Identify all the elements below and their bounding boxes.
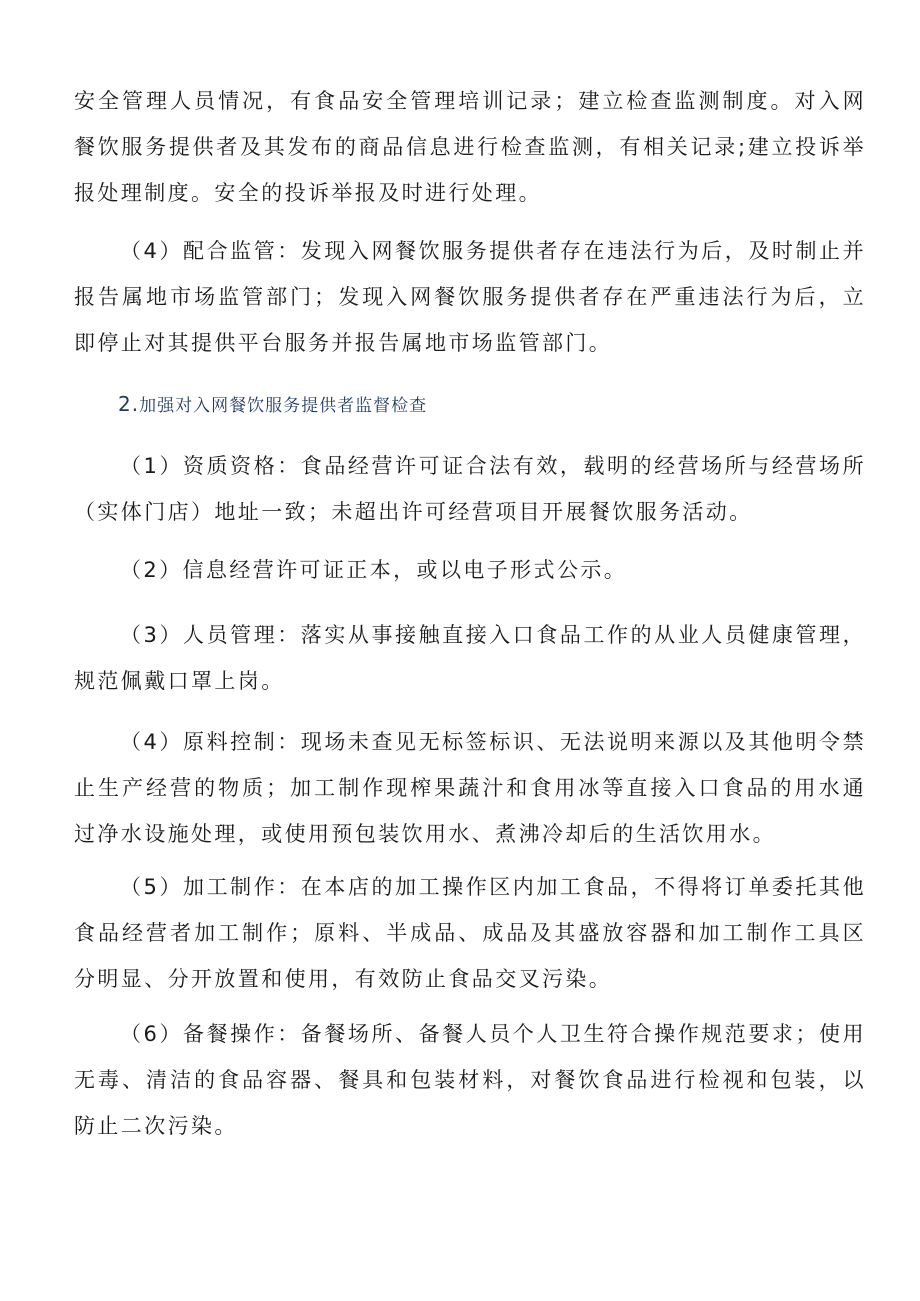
- section-title: 加强对入网餐饮服务提供者监督检查: [139, 396, 428, 416]
- paragraph-platform-management: 安全管理人员情况，有食品安全管理培训记录；建立检查监测制度。对入网餐饮服务提供者及其发布的商品信息进行检查监测，有相关记录;建立投诉举报处理制度。安全的投诉举报及时进行处理。: [74, 89, 866, 205]
- section-number: 2.: [118, 392, 140, 416]
- paragraph-material-control: （4）原料控制：现场未查见无标签标识、无法说明来源以及其他明令禁止生产经营的物质；加工制作现榨果蔬汁和食用冰等直接入口食品的用水通过净水设施处理，或使用预包装饮用水、煮沸冷却后的生活饮用水。: [74, 730, 866, 846]
- section-heading: [118, 392, 427, 418]
- paragraph-meal-preparation: （6）备餐操作：备餐场所、备餐人员个人卫生符合操作规范要求；使用无毒、清洁的食品容器、餐具和包装材料，对餐饮食品进行检视和包装，以防止二次污染。: [74, 1022, 866, 1138]
- paragraph-license-display: （2）信息经营许可证正本，或以电子形式公示。: [120, 558, 628, 582]
- paragraph-processing: （5）加工制作：在本店的加工操作区内加工食品，不得将订单委托其他食品经营者加工制作；原料、半成品、成品及其盛放容器和加工制作工具区分明显、分开放置和使用，有效防止食品交叉污染。: [74, 875, 866, 991]
- paragraph-qualification: （1）资质资格：食品经营许可证合法有效，载明的经营场所与经营场所（实体门店）地址一致；未超出许可经营项目开展餐饮服务活动。: [74, 454, 866, 524]
- paragraph-staff-management: （3）人员管理：落实从事接触直接入口食品工作的从业人员健康管理，规范佩戴口罩上岗。: [74, 623, 866, 693]
- paragraph-cooperate-supervision: （4）配合监管：发现入网餐饮服务提供者存在违法行为后，及时制止并报告属地市场监管部门；发现入网餐饮服务提供者存在严重违法行为后，立即停止对其提供平台服务并报告属地市场监管部门。: [74, 239, 866, 355]
